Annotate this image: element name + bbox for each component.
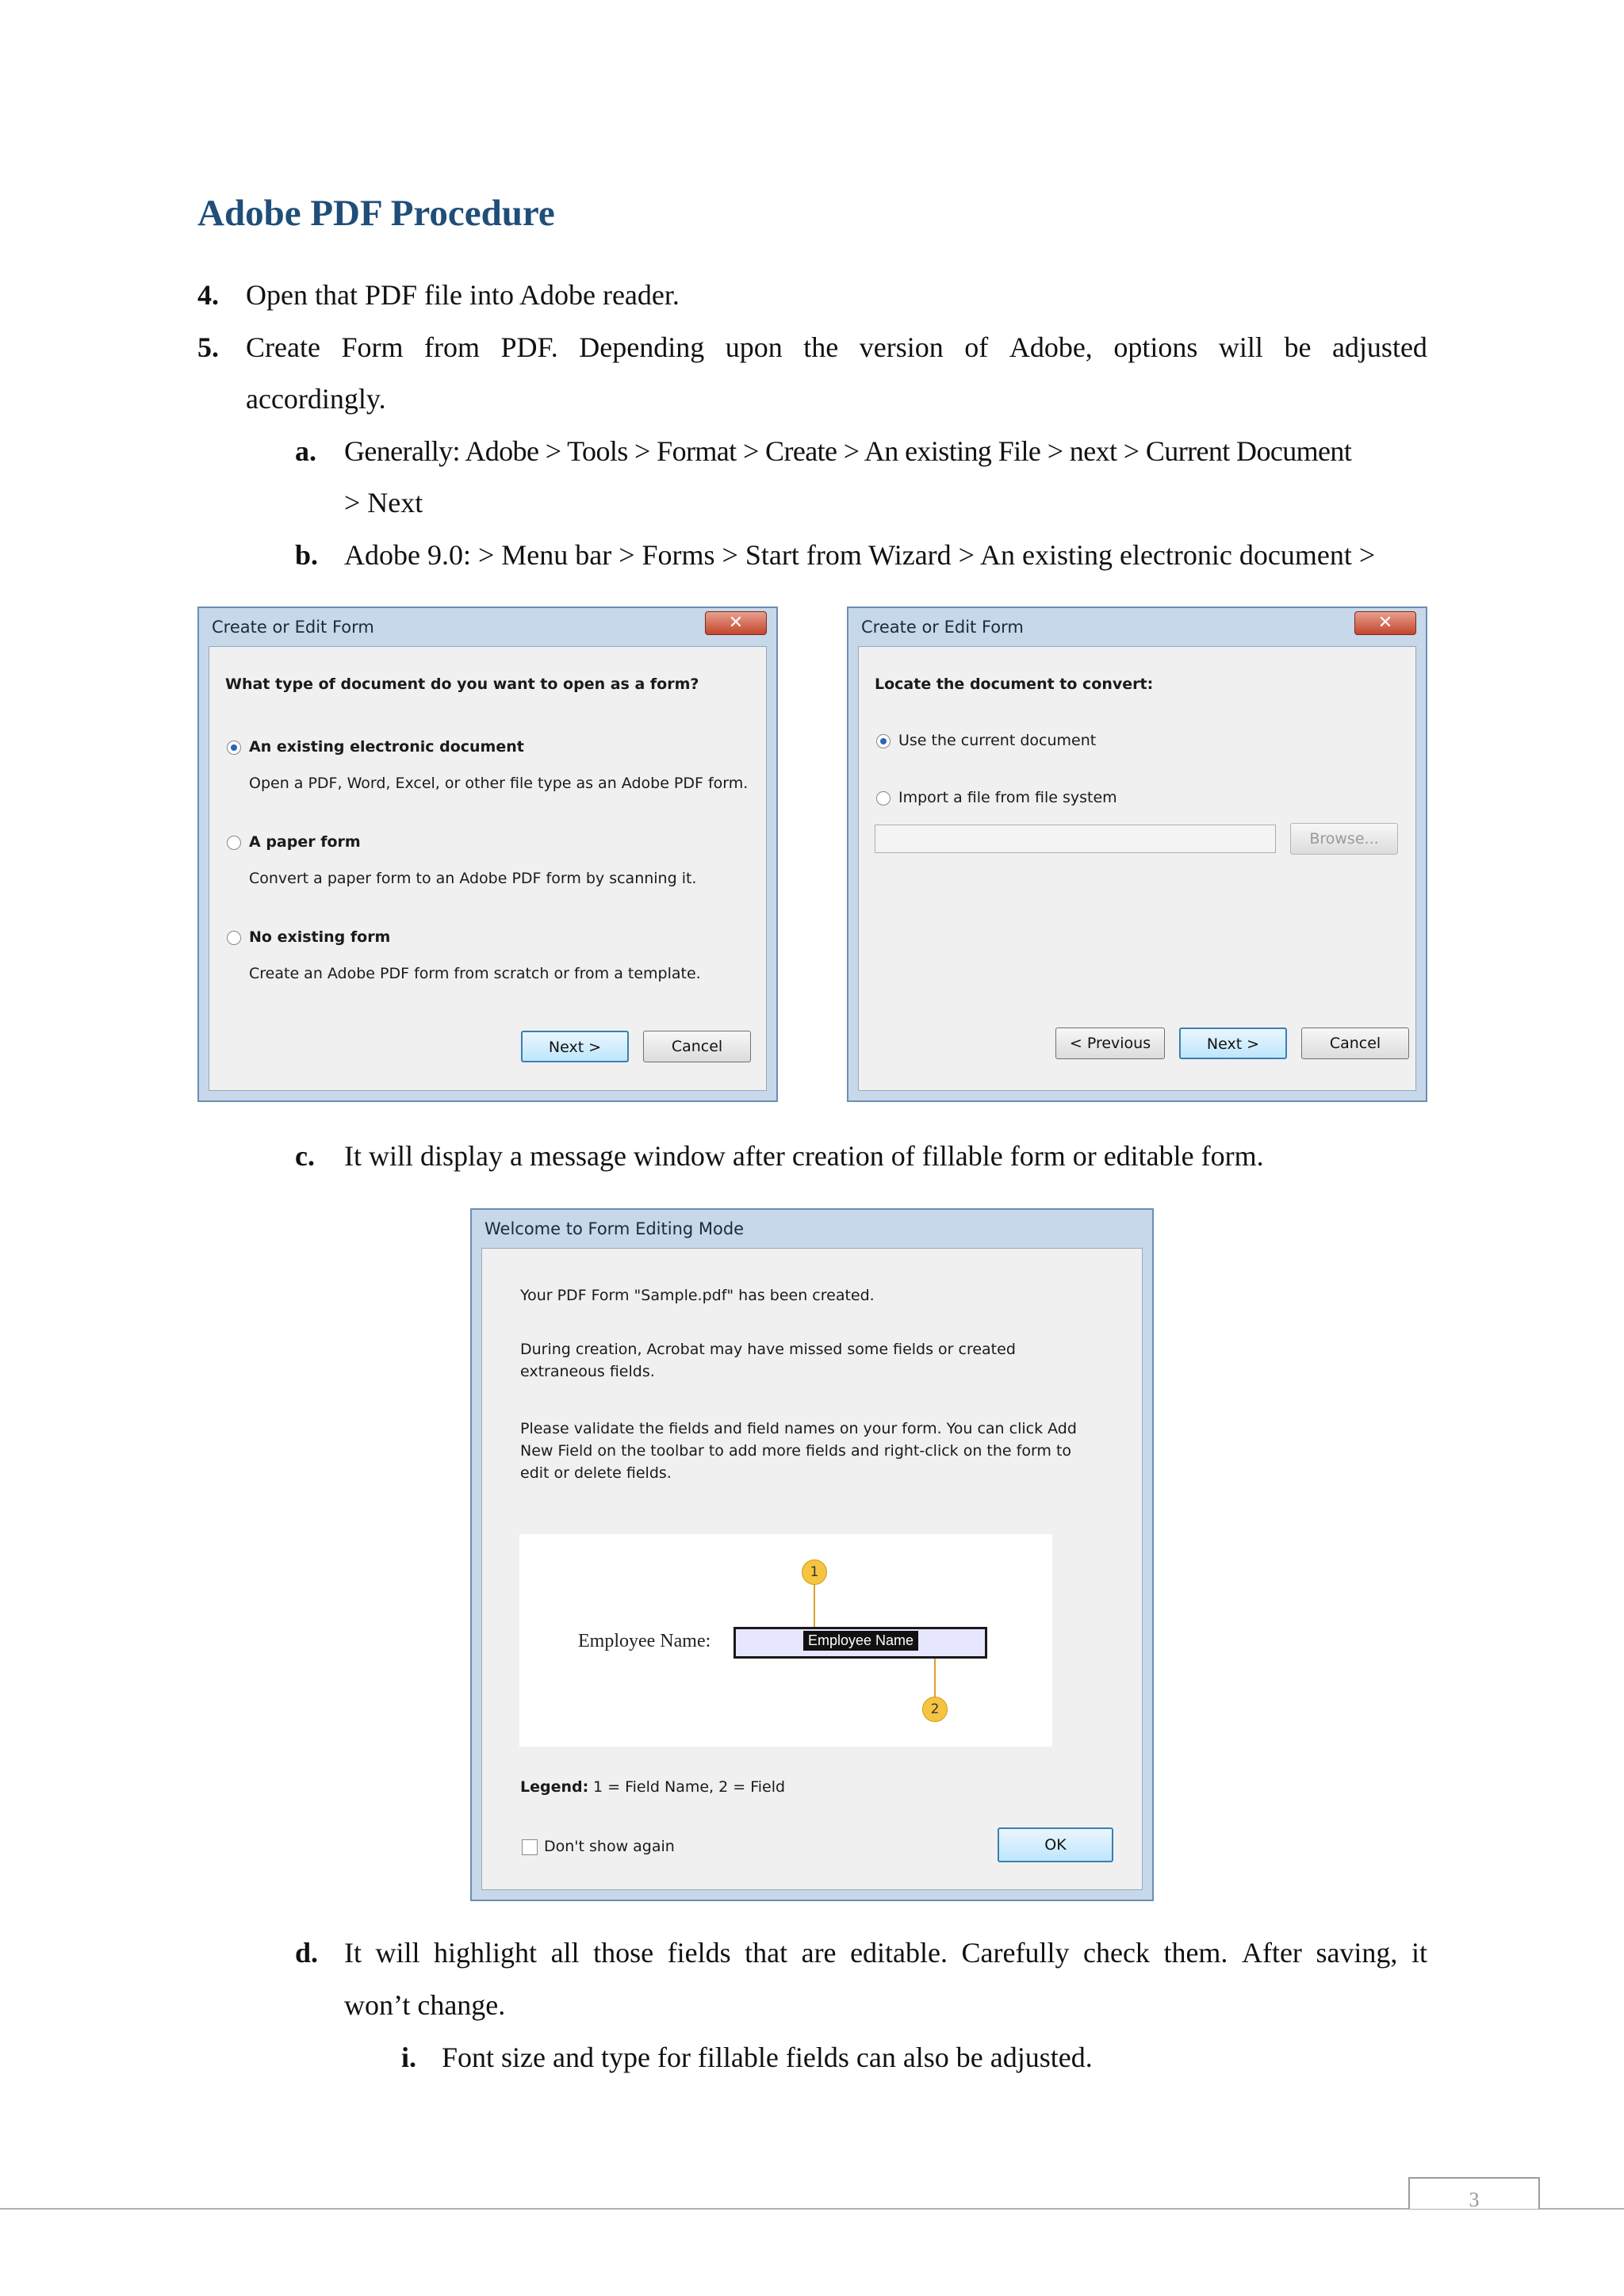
field-name-tag: Employee Name bbox=[803, 1631, 918, 1651]
page-number: 3 bbox=[1469, 2188, 1480, 2211]
employee-name-label: Employee Name: bbox=[578, 1631, 711, 1651]
word: After bbox=[1241, 1937, 1302, 1969]
option-none-desc: Create an Adobe PDF form from scratch or from a template. bbox=[249, 965, 701, 982]
step-4-text: Open that PDF file into Adobe reader. bbox=[246, 279, 680, 311]
form-field-illustration bbox=[519, 1534, 1052, 1747]
word: from bbox=[424, 331, 480, 363]
substep-c-label: c. bbox=[295, 1140, 315, 1172]
option-none-label: No existing form bbox=[249, 928, 391, 946]
missed-fields-line2: extraneous fields. bbox=[520, 1363, 655, 1380]
step-5-number: 5. bbox=[197, 331, 219, 363]
validate-line3: edit or delete fields. bbox=[520, 1464, 672, 1482]
substep-i-text: Font size and type for fillable fields can also be adjusted. bbox=[442, 2042, 1093, 2073]
word: of bbox=[964, 331, 989, 363]
dialog-body bbox=[858, 646, 1416, 1091]
employee-name-field bbox=[733, 1627, 987, 1659]
option-existing-label: An existing electronic document bbox=[249, 738, 524, 756]
option-paper-label: A paper form bbox=[249, 833, 361, 851]
substep-d-line2: won’t change. bbox=[344, 1989, 506, 2021]
create-form-dialog-locate bbox=[847, 607, 1427, 1102]
radio-import-file[interactable] bbox=[876, 791, 891, 806]
word: It bbox=[344, 1937, 362, 1969]
word: them. bbox=[1163, 1937, 1228, 1969]
legend-text: 1 = Field Name, 2 = Field bbox=[593, 1778, 786, 1796]
substep-i-label: i. bbox=[401, 2042, 417, 2073]
word: Create bbox=[246, 331, 320, 363]
option-existing-desc: Open a PDF, Word, Excel, or other file type as an Adobe PDF form. bbox=[249, 775, 749, 792]
page-title: Adobe PDF Procedure bbox=[197, 193, 555, 234]
callout-2: 2 bbox=[922, 1697, 948, 1722]
word: upon bbox=[725, 331, 783, 363]
form-editing-welcome-dialog bbox=[470, 1208, 1154, 1901]
file-path-input[interactable] bbox=[875, 825, 1276, 853]
legend-label: Legend: bbox=[520, 1778, 589, 1796]
word: are bbox=[801, 1937, 837, 1969]
word: PDF. bbox=[500, 331, 558, 363]
created-message: Your PDF Form "Sample.pdf" has been created. bbox=[520, 1287, 875, 1304]
word: will bbox=[1218, 331, 1263, 363]
option-current-label: Use the current document bbox=[898, 732, 1097, 749]
substep-a-line2: > Next bbox=[344, 487, 423, 519]
step-5-text-line2: accordingly. bbox=[246, 383, 386, 415]
word: Form bbox=[341, 331, 404, 363]
substep-b-text: Adobe 9.0: > Menu bar > Forms > Start from Wizard > An existing electronic document > bbox=[344, 539, 1376, 571]
substep-d-label: d. bbox=[295, 1937, 319, 1969]
radio-paper-form[interactable] bbox=[227, 836, 241, 850]
previous-button[interactable]: < Previous bbox=[1055, 1027, 1165, 1059]
word: Adobe, bbox=[1009, 331, 1093, 363]
word: Carefully bbox=[961, 1937, 1070, 1969]
word: be bbox=[1284, 331, 1312, 363]
dialog-title: Welcome to Form Editing Mode bbox=[485, 1219, 745, 1238]
cancel-button[interactable]: Cancel bbox=[1301, 1027, 1409, 1059]
substep-b-label: b. bbox=[295, 539, 319, 571]
dialog-title: Create or Edit Form bbox=[861, 618, 1024, 637]
word: it bbox=[1411, 1937, 1427, 1969]
missed-fields-line1: During creation, Acrobat may have missed some fields or created bbox=[520, 1341, 1016, 1358]
substep-d-line1 bbox=[344, 1935, 1427, 1970]
word: version bbox=[859, 331, 944, 363]
word: will bbox=[375, 1937, 420, 1969]
substep-a-label: a. bbox=[295, 435, 316, 467]
callout-2-connector bbox=[934, 1659, 936, 1698]
ok-button[interactable]: OK bbox=[998, 1827, 1113, 1862]
word: adjusted bbox=[1331, 331, 1427, 363]
browse-button[interactable]: Browse... bbox=[1290, 823, 1398, 855]
option-import-label: Import a file from file system bbox=[898, 789, 1117, 806]
dialog-body bbox=[209, 646, 767, 1091]
word: those bbox=[593, 1937, 654, 1969]
dialog-body bbox=[481, 1248, 1143, 1890]
validate-line1: Please validate the fields and field names on your form. You can click Add bbox=[520, 1420, 1077, 1437]
word: the bbox=[803, 331, 839, 363]
word: editable. bbox=[850, 1937, 948, 1969]
next-button[interactable]: Next > bbox=[1179, 1027, 1287, 1059]
word: fields bbox=[667, 1937, 731, 1969]
close-icon[interactable]: ✕ bbox=[1354, 611, 1416, 635]
validate-line2: New Field on the toolbar to add more fields and right-click on the form to bbox=[520, 1442, 1072, 1460]
footer-rule bbox=[0, 2208, 1624, 2210]
dont-show-again-label: Don't show again bbox=[544, 1838, 675, 1855]
create-form-dialog-type bbox=[197, 607, 778, 1102]
cancel-button[interactable]: Cancel bbox=[643, 1031, 751, 1062]
word: that bbox=[745, 1937, 788, 1969]
substep-c-text: It will display a message window after creation of fillable form or editable form. bbox=[344, 1140, 1264, 1172]
step-5-text-line1 bbox=[246, 330, 1427, 365]
word: Depending bbox=[579, 331, 705, 363]
dont-show-again-checkbox[interactable] bbox=[522, 1839, 538, 1855]
dialog-title: Create or Edit Form bbox=[212, 618, 374, 637]
word: all bbox=[550, 1937, 580, 1969]
dialog-question: What type of document do you want to open as a form? bbox=[225, 675, 699, 693]
dialog-heading: Locate the document to convert: bbox=[875, 675, 1154, 693]
word: highlight bbox=[434, 1937, 538, 1969]
close-icon[interactable]: ✕ bbox=[705, 611, 767, 635]
word: check bbox=[1083, 1937, 1150, 1969]
callout-1: 1 bbox=[802, 1559, 827, 1585]
radio-no-existing-form[interactable] bbox=[227, 931, 241, 945]
next-button[interactable]: Next > bbox=[521, 1031, 629, 1062]
option-paper-desc: Convert a paper form to an Adobe PDF form by scanning it. bbox=[249, 870, 697, 887]
word: options bbox=[1113, 331, 1198, 363]
substep-a-line1: Generally: Adobe > Tools > Format > Create > An existing File > next > Current Document bbox=[344, 435, 1352, 467]
step-4-number: 4. bbox=[197, 279, 219, 311]
word: saving, bbox=[1316, 1937, 1398, 1969]
radio-use-current-document[interactable] bbox=[876, 734, 891, 748]
radio-existing-electronic-document[interactable] bbox=[227, 740, 241, 755]
